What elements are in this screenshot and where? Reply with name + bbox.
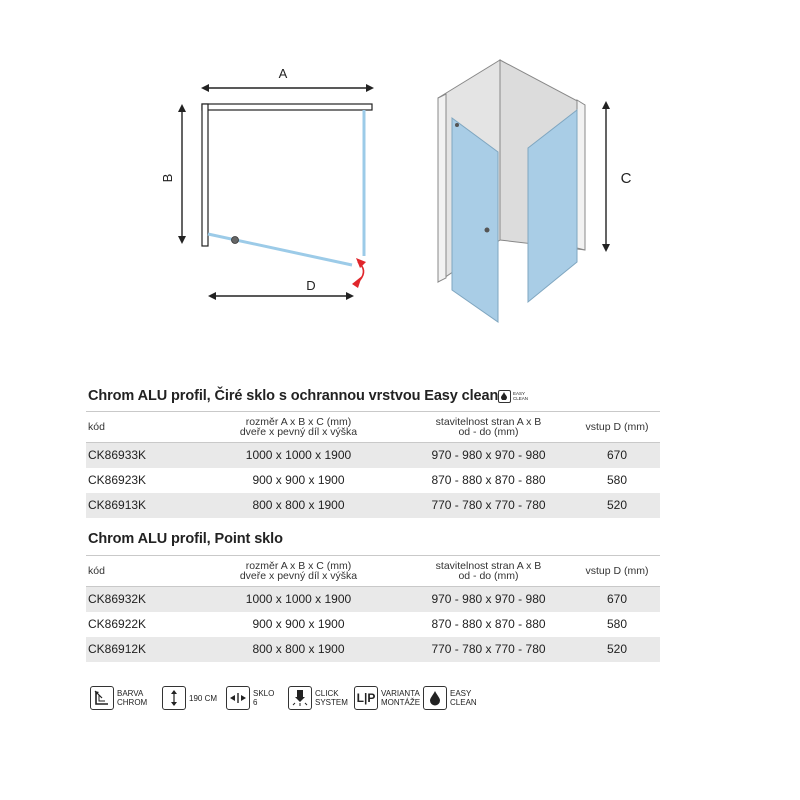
feature-label: 6 xyxy=(253,698,258,707)
cell-code: CK86923K xyxy=(88,473,147,487)
table2-title: Chrom ALU profil, Point sklo xyxy=(88,531,283,547)
cell-code: CK86913K xyxy=(88,498,147,512)
feature-label: SYSTEM xyxy=(315,698,348,707)
feature-mounting xyxy=(354,686,420,710)
badge-line1: EASY xyxy=(512,391,525,396)
feature-label: CLICK xyxy=(315,689,339,698)
feature-easy-clean xyxy=(423,686,477,710)
table2-header xyxy=(86,555,660,587)
table-row xyxy=(86,443,660,468)
feature-click xyxy=(288,686,348,710)
dimension-c-label: C xyxy=(620,170,632,187)
cell-entry: 580 xyxy=(606,617,628,631)
glass-thickness-icon xyxy=(226,686,250,710)
header-code: kód xyxy=(88,565,105,577)
header-adjust: stavitelnost stran A x B od - do (mm) xyxy=(435,416,542,438)
easy-clean-icon xyxy=(423,686,447,710)
feature-glass xyxy=(226,686,274,710)
cell-entry: 520 xyxy=(606,498,628,512)
header-entry: vstup D (mm) xyxy=(585,565,649,577)
header-entry: vstup D (mm) xyxy=(585,421,649,433)
dimension-d-label: D xyxy=(306,278,316,293)
badge-line2: CLEAN xyxy=(512,396,528,401)
table1 xyxy=(86,411,660,518)
table-row xyxy=(86,612,660,637)
cell-size: 1000 x 1000 x 1900 xyxy=(245,448,352,462)
cell-size: 800 x 800 x 1900 xyxy=(252,642,345,656)
feature-label: CHROM xyxy=(117,698,148,707)
mounting-variant-icon xyxy=(354,686,378,710)
swing-arrow-head-top xyxy=(356,258,366,268)
wall-profile xyxy=(202,104,372,246)
top-view-diagram xyxy=(160,60,400,310)
cell-code: CK86932K xyxy=(88,592,147,606)
header-size: rozměr A x B x C (mm) dveře x pevný díl x výška xyxy=(239,560,358,582)
cell-code: CK86922K xyxy=(88,617,147,631)
table-row xyxy=(86,493,660,518)
door-glass-3d xyxy=(452,118,498,322)
cell-entry: 670 xyxy=(606,592,628,606)
header-size: rozměr A x B x C (mm) dveře x pevný díl x výška xyxy=(239,416,358,438)
header-code: kód xyxy=(88,421,105,433)
hinge-icon xyxy=(455,123,459,127)
height-icon xyxy=(162,686,186,710)
cell-adjust: 870 - 880 x 870 - 880 xyxy=(431,617,546,631)
feature-height xyxy=(162,686,217,710)
dimension-b-label: B xyxy=(160,173,175,183)
table-row xyxy=(86,468,660,493)
door-handle-icon xyxy=(232,237,239,244)
cell-adjust: 770 - 780 x 770 - 780 xyxy=(431,498,546,512)
dimension-d-arrow xyxy=(208,292,354,300)
cell-adjust: 970 - 980 x 970 - 980 xyxy=(431,448,546,462)
cell-code: CK86912K xyxy=(88,642,147,656)
drop-icon xyxy=(498,390,511,403)
cell-adjust: 970 - 980 x 970 - 980 xyxy=(431,592,546,606)
perspective-view-diagram xyxy=(430,55,650,330)
cell-adjust: 770 - 780 x 770 - 780 xyxy=(431,642,546,656)
swing-arrow-head-bottom xyxy=(352,276,362,288)
feature-label: MONTÁŽE xyxy=(381,698,421,707)
feature-label: EASY xyxy=(450,689,472,698)
feature-label: BARVA xyxy=(117,689,144,698)
dimension-c-arrow xyxy=(602,101,610,252)
cell-entry: 580 xyxy=(606,473,628,487)
table-row xyxy=(86,587,660,612)
header-adjust: stavitelnost stran A x B od - do (mm) xyxy=(435,560,542,582)
feature-label: SKLO xyxy=(253,689,275,698)
feature-label: 190 CM xyxy=(189,693,218,703)
click-system-icon xyxy=(288,686,312,710)
easy-clean-badge xyxy=(498,389,528,403)
cell-size: 800 x 800 x 1900 xyxy=(252,498,345,512)
dimension-b-arrow xyxy=(178,104,186,244)
table2 xyxy=(86,555,660,662)
cell-size: 900 x 900 x 1900 xyxy=(252,473,345,487)
feature-label: VARIANTA xyxy=(381,689,420,698)
cell-adjust: 870 - 880 x 870 - 880 xyxy=(431,473,546,487)
dimension-a-label: A xyxy=(278,66,288,81)
dimension-a-arrow xyxy=(201,84,374,92)
cell-entry: 670 xyxy=(606,448,628,462)
table1-header xyxy=(86,411,660,443)
table1-title: Chrom ALU profil, Čiré sklo s ochrannou vrstvou Easy clean xyxy=(88,388,499,404)
door-glass-panel xyxy=(208,234,352,265)
cell-size: 900 x 900 x 1900 xyxy=(252,617,345,631)
table-row xyxy=(86,637,660,662)
cell-size: 1000 x 1000 x 1900 xyxy=(245,592,352,606)
mounting-glyph: L|P xyxy=(356,691,376,705)
feature-frame-color xyxy=(90,686,147,710)
feature-label: CLEAN xyxy=(450,698,477,707)
cell-code: CK86933K xyxy=(88,448,147,462)
cell-entry: 520 xyxy=(606,642,628,656)
door-knob-3d-icon xyxy=(485,228,490,233)
frame-color-icon xyxy=(90,686,114,710)
